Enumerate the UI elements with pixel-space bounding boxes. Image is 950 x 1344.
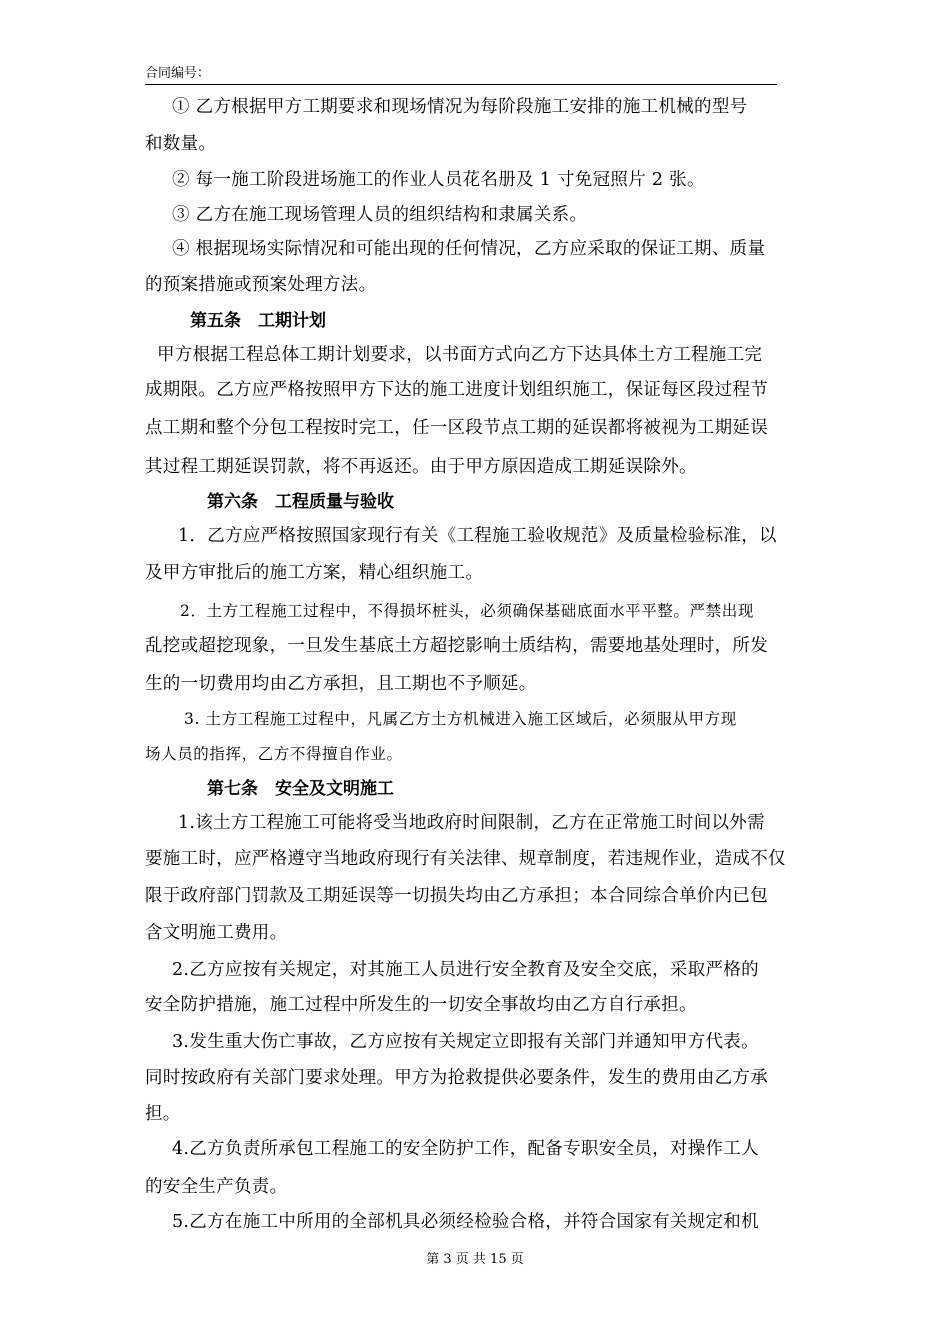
text-line: 2.乙方应按有关规定，对其施工人员进行安全教育及安全交底，采取严格的 xyxy=(172,960,759,980)
text-line: 限于政府部门罚款及工期延误等一切损失均由乙方承担；本合同综合单价内已包 xyxy=(145,886,768,906)
text-line: 1.该土方工程施工可能将受当地政府时间限制，乙方在正常施工时间以外需 xyxy=(178,813,765,833)
page-number-footer: 第 3 页 共 15 页 xyxy=(426,1252,524,1267)
text-line: 的安全生产负责。 xyxy=(145,1177,288,1197)
article-7-heading: 第七条 安全及文明施工 xyxy=(207,779,394,799)
text-line: 同时按政府有关部门要求处理。甲方为抢救提供必要条件，发生的费用由乙方承 xyxy=(145,1068,768,1088)
text-line: 生的一切费用均由乙方承担，且工期也不予顺延。 xyxy=(145,674,537,694)
text-line: 担。 xyxy=(145,1104,181,1124)
text-line: 的预案措施或预案处理方法。 xyxy=(145,275,377,295)
text-line: 甲方根据工程总体工期计划要求，以书面方式向乙方下达具体土方工程施工完 xyxy=(157,345,763,365)
text-line: 1．乙方应严格按照国家现行有关《工程施工验收规范》及质量检验标准，以 xyxy=(178,526,777,546)
article-5-heading: 第五条 工期计划 xyxy=(190,311,326,331)
text-line: 含文明施工费用。 xyxy=(145,923,288,943)
text-line: 成期限。乙方应严格按照甲方下达的施工进度计划组织施工，保证每区段过程节 xyxy=(145,380,768,400)
text-line: ② 每一施工阶段进场施工的作业人员花名册及 1 寸免冠照片 2 张。 xyxy=(172,170,705,190)
text-line: 和数量。 xyxy=(145,134,217,154)
text-line: ① 乙方根据甲方工期要求和现场情况为每阶段施工安排的施工机械的型号 xyxy=(172,97,748,117)
text-line: 其过程工期延误罚款，将不再返还。由于甲方原因造成工期延误除外。 xyxy=(145,457,697,477)
text-line: 点工期和整个分包工程按时完工，任一区段节点工期的延误都将被视为工期延误 xyxy=(145,418,768,438)
text-line: 2．土方工程施工过程中，不得损坏桩头，必须确保基础底面水平平整。严禁出现 xyxy=(180,602,754,620)
text-line: 5.乙方在施工中所用的全部机具必须经检验合格，并符合国家有关规定和机 xyxy=(172,1212,759,1232)
contract-number-header: 合同编号： xyxy=(145,66,777,85)
text-line: 3. 土方工程施工过程中，凡属乙方土方机械进入施工区域后，必须服从甲方现 xyxy=(184,710,737,728)
text-line: ④ 根据现场实际情况和可能出现的任何情况，乙方应采取的保证工期、质量 xyxy=(172,239,766,259)
text-line: 要施工时，应严格遵守当地政府现行有关法律、规章制度，若违规作业，造成不仅 xyxy=(145,849,786,869)
text-line: 安全防护措施，施工过程中所发生的一切安全事故均由乙方自行承担。 xyxy=(145,995,697,1015)
text-line: 3.发生重大伤亡事故，乙方应按有关规定立即报有关部门并通知甲方代表。 xyxy=(172,1032,759,1052)
text-line: 4.乙方负责所承包工程施工的安全防护工作，配备专职安全员，对操作工人 xyxy=(172,1139,759,1159)
article-6-heading: 第六条 工程质量与验收 xyxy=(207,492,394,512)
text-line: 场人员的指挥，乙方不得擅自作业。 xyxy=(145,745,403,763)
text-line: ③ 乙方在施工现场管理人员的组织结构和隶属关系。 xyxy=(172,205,588,225)
text-line: 乱挖或超挖现象，一旦发生基底土方超挖影响土质结构，需要地基处理时，所发 xyxy=(145,636,768,656)
text-line: 及甲方审批后的施工方案，精心组织施工。 xyxy=(145,563,484,583)
